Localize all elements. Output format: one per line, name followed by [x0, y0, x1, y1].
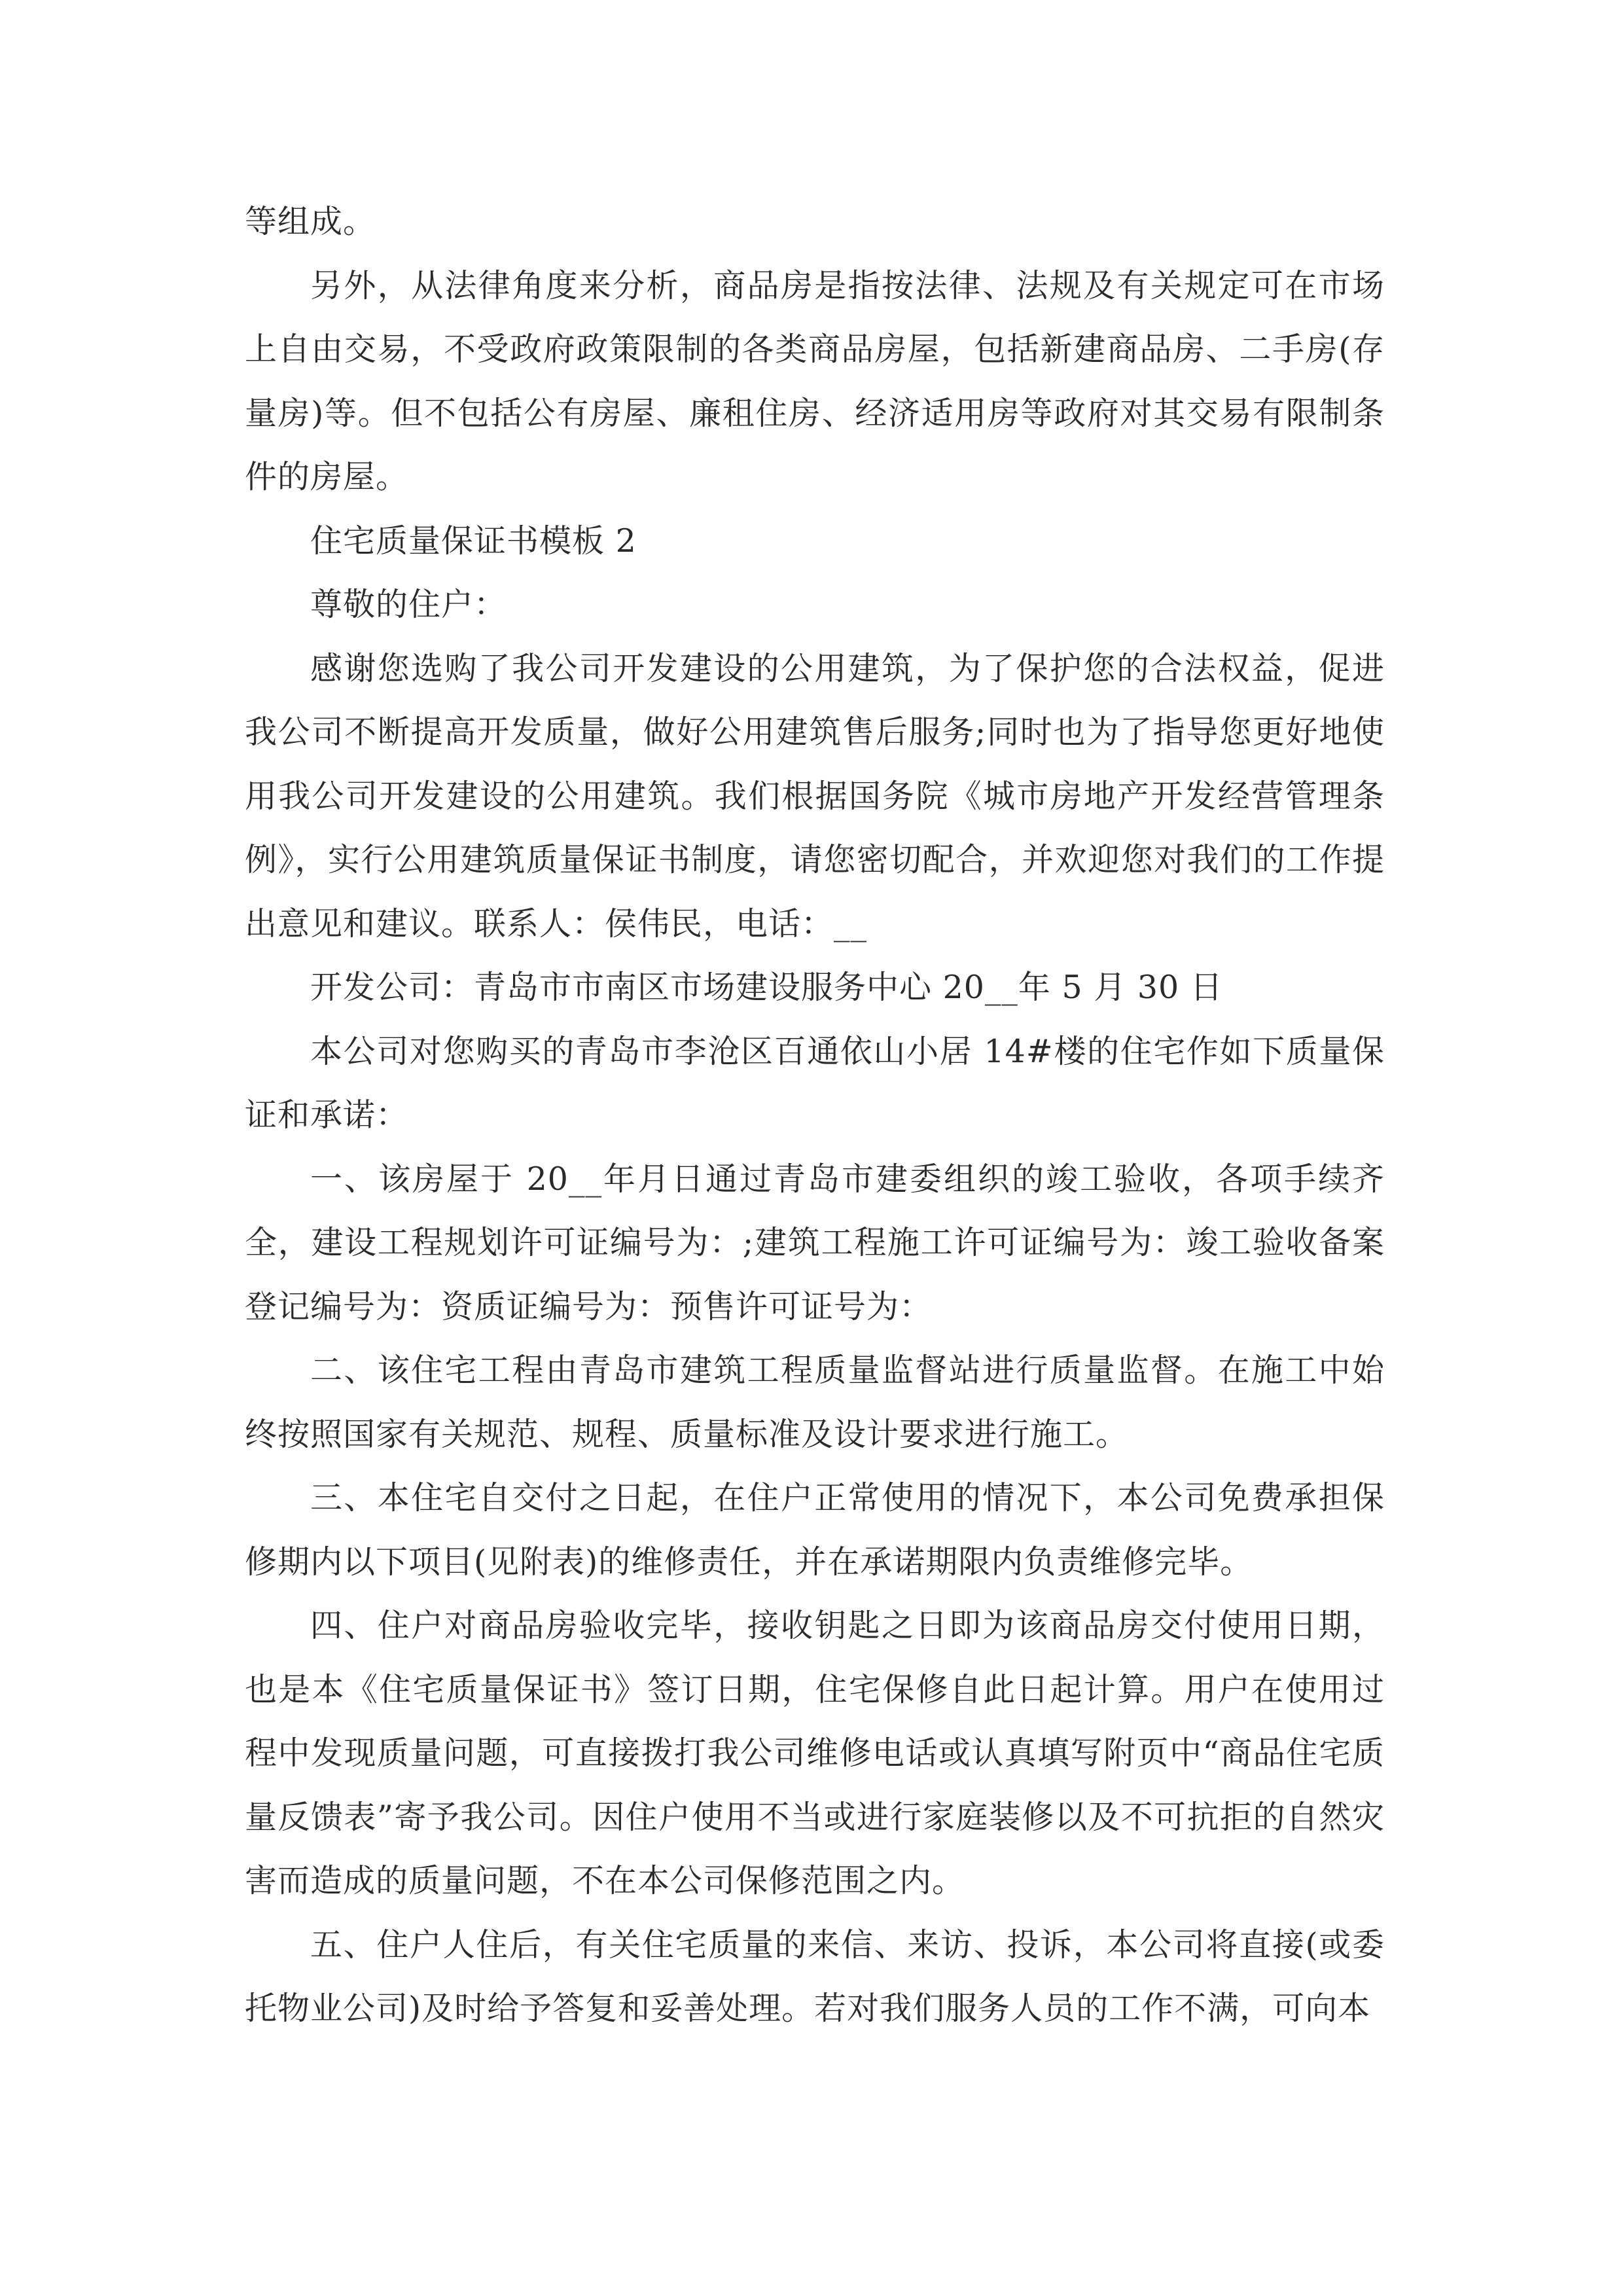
section-title: 住宅质量保证书模板 2 [310, 522, 637, 560]
clause-2: 二、该住宅工程由青岛市建筑工程质量监督站进行质量监督。在施工中始终按照国家有关规范、规程、质量标准及设计要求进行施工。 [245, 1352, 1385, 1453]
developer-line: 开发公司：青岛市市南区市场建设服务中心 20__年 5 月 30 日 [310, 969, 1223, 1006]
paragraph-commitment-intro: 本公司对您购买的青岛市李沧区百通依山小居 14#楼的住宅作如下质量保证和承诺： [245, 1032, 1385, 1134]
paragraph-thanks: 感谢您选购了我公司开发建设的公用建筑，为了保护您的合法权益，促进我公司不断提高开发质量，做好公用建筑售后服务;同时也为了指导您更好地使用我公司开发建设的公用建筑。我们根据国务院《城市房地产开发经营管理条例》，实行公用建筑质量保证书制度，请您密切配合，并欢迎您对我们的工作提出意见和建议。联系人：侯伟民，电话：__ [245, 649, 1385, 942]
paragraph-continuation: 等组成。 [245, 203, 376, 240]
document-body [245, 190, 1385, 2041]
clause-1: 一、该房屋于 20__年月日通过青岛市建委组织的竣工验收，各项手续齐全，建设工程规划许可证编号为：;建筑工程施工许可证编号为：竣工验收备案登记编号为：资质证编号为：预售许可证号为： [245, 1160, 1385, 1325]
clause-4: 四、住户对商品房验收完毕，接收钥匙之日即为该商品房交付使用日期，也是本《住宅质量保证书》签订日期，住宅保修自此日起计算。用户在使用过程中发现质量问题，可直接拨打我公司维修电话或认真填写附页中“商品住宅质量反馈表”寄予我公司。因住户使用不当或进行家庭装修以及不可抗拒的自然灾害而造成的质量问题，不在本公司保修范围之内。 [245, 1607, 1385, 1899]
paragraph-legal-definition: 另外，从法律角度来分析，商品房是指按法律、法规及有关规定可在市场上自由交易，不受政府政策限制的各类商品房屋，包括新建商品房、二手房(存量房)等。但不包括公有房屋、廉租住房、经济适用房等政府对其交易有限制条件的房屋。 [245, 266, 1385, 495]
clause-3: 三、本住宅自交付之日起，在住户正常使用的情况下，本公司免费承担保修期内以下项目(见附表)的维修责任，并在承诺期限内负责维修完毕。 [245, 1479, 1385, 1581]
clause-5: 五、住户人住后，有关住宅质量的来信、来访、投诉，本公司将直接(或委托物业公司)及时给予答复和妥善处理。若对我们服务人员的工作不满，可向本 [245, 1926, 1385, 2027]
salutation: 尊敬的住户： [310, 586, 507, 623]
